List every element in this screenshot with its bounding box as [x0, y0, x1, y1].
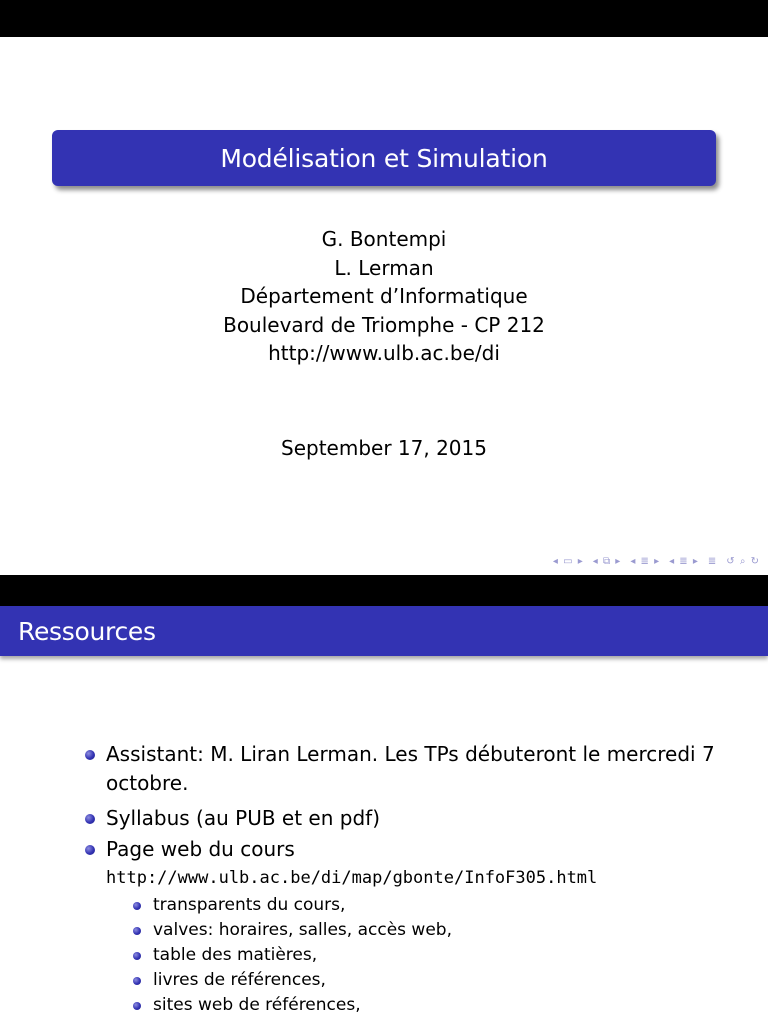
bullet-marker — [85, 814, 95, 824]
sub-bullet-marker — [133, 1002, 141, 1010]
top-bar — [0, 575, 768, 606]
frame-title-bar — [0, 606, 768, 656]
nav-subsection-icon[interactable]: ◂ ⧉ ▸ — [592, 556, 622, 567]
subitem-table: table des matières, — [153, 945, 318, 965]
sub-bullet-marker — [133, 902, 141, 910]
top-bar — [0, 0, 768, 37]
subitem-livres: livres de références, — [153, 970, 326, 990]
bullet-syllabus: Syllabus (au PUB et en pdf) — [106, 806, 380, 830]
sub-bullet-marker — [133, 977, 141, 985]
address: Boulevard de Triomphe - CP 212 — [223, 312, 545, 337]
presentation-date: September 17, 2015 — [281, 436, 487, 460]
frame-title: Ressources — [18, 617, 156, 646]
bullet-webpage: Page web du cours — [106, 837, 295, 861]
website-url: http://www.ulb.ac.be/di — [268, 341, 500, 365]
presentation-title: Modélisation et Simulation — [220, 144, 548, 173]
date-block — [0, 434, 768, 463]
bullet-marker — [85, 750, 95, 760]
nav-section-icon[interactable]: ◂ ≣ ▸ — [630, 556, 661, 567]
nav-frame-icon[interactable]: ◂ ▭ ▸ — [552, 556, 584, 567]
bullet-marker — [85, 845, 95, 855]
sub-bullet-marker — [133, 952, 141, 960]
sub-bullet-marker — [133, 927, 141, 935]
ressources-slide — [0, 575, 768, 1024]
nav-section2-icon[interactable]: ◂ ≣ ▸ — [669, 556, 699, 567]
author-block — [0, 225, 768, 368]
nav-search-icon[interactable]: ↺ ⌕ ↻ — [726, 556, 760, 567]
bullet-assistant-line1: Assistant: M. Liran Lerman. Les TPs débuteront le mercredi 7 — [106, 742, 715, 766]
author-1: G. Bontempi — [321, 227, 447, 251]
subitem-valves: valves: horaires, salles, accès web, — [153, 920, 452, 940]
nav-outline-icon[interactable]: ≣ — [707, 556, 718, 567]
title-box — [52, 130, 716, 186]
subitem-transparents: transparents du cours, — [153, 895, 346, 915]
department: Département d’Informatique — [240, 284, 528, 308]
author-2: L. Lerman — [334, 255, 434, 280]
bullet-assistant-line2: octobre. — [106, 771, 189, 795]
navigation-controls[interactable] — [553, 556, 760, 567]
course-url[interactable]: http://www.ulb.ac.be/di/map/gbonte/InfoF305.html — [106, 868, 598, 888]
subitem-sites: sites web de références, — [153, 995, 361, 1015]
